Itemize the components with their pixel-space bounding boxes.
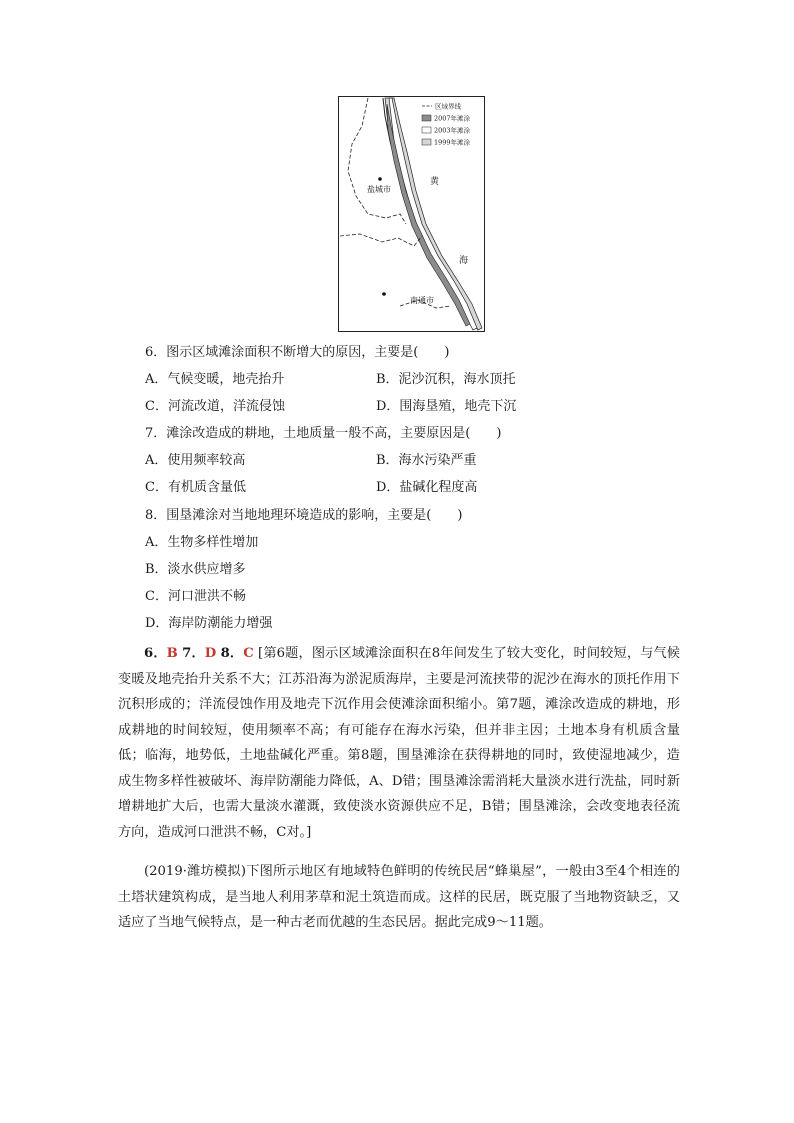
legend-2007-swatch	[422, 115, 431, 121]
q8-option-a: A．生物多样性增加	[145, 535, 259, 550]
answer-6: B	[166, 646, 178, 661]
q8-option-c: C．河口泄洪不畅	[145, 589, 246, 604]
q7-option-d: D．盐碱化程度高	[376, 480, 478, 495]
q6-stem: 6．图示区域滩涂面积不断增大的原因，主要是( )	[145, 345, 450, 360]
legend-2003-label: 2003年滩涂	[434, 126, 471, 135]
q8-stem: 8．围垦滩涂对当地地理环境造成的影响，主要是( )	[145, 508, 463, 523]
tidal-flat-map	[338, 96, 485, 332]
yancheng-dot	[378, 177, 382, 181]
answer-explanation	[118, 641, 680, 845]
answer-num-8: 8．	[220, 646, 244, 661]
q8-option-b: B．淡水供应增多	[145, 562, 246, 577]
question-9-11-intro: (2019·潍坊模拟)下图所示地区有地域特色鲜明的传统民居“蜂巢屋”，一般由3至4个相连的土塔状建筑构成，是当地人利用茅草和泥土筑造而成。这样的民居，既克服了当地物资缺乏，又适应了当地气候特点，是一种古老而优越的生态民居。据此完成9～11题。	[118, 864, 680, 930]
q6-option-c: C．河流改道，洋流侵蚀	[145, 399, 285, 414]
legend-1999-label: 1999年滩涂	[434, 138, 471, 147]
legend-1999-swatch	[422, 139, 431, 145]
sea-label-hai: 海	[459, 256, 469, 266]
q7-option-b: B．海水污染严重	[376, 453, 477, 468]
answer-8: C	[243, 646, 254, 661]
legend-2007-label: 2007年滩涂	[434, 114, 471, 123]
q6-option-a: A．气候变暖，地壳抬升	[145, 372, 285, 387]
q6-option-d: D．围海垦殖，地壳下沉	[376, 399, 517, 414]
answer-num-7: 7．	[182, 646, 205, 661]
sea-label-huang: 黄	[430, 177, 440, 187]
legend-2003-swatch	[422, 127, 431, 133]
q8-option-d: D．海岸防潮能力增强	[145, 616, 273, 631]
q7-option-a: A．使用频率较高	[145, 453, 246, 468]
answer-7: D	[204, 646, 217, 661]
q6-option-b: B．泥沙沉积，海水顶托	[376, 372, 516, 387]
q7-option-c: C．有机质含量低	[145, 480, 246, 495]
legend-boundary-label: 区域界线	[435, 102, 461, 111]
nantong-label: 南通市	[410, 296, 434, 305]
q7-stem: 7．滩涂改造成的耕地，土地质量一般不高，主要原因是( )	[145, 426, 502, 441]
answer-text: [第6题，图示区域滩涂面积在8年间发生了较大变化，时间较短，与气候变暖及地壳抬升关系不大；江苏沿海为淤泥质海岸，主要是河流挟带的泥沙在海水的顶托作用下沉积形成的；洋流侵蚀作用及地壳下沉作用会使滩涂面积缩小。第7题，滩涂改造成的耕地，形成耕地的时间较短，使用频率不高；有可能存在海水污染，但并非主因；土地本身有机质含量低；临海，地势低，土地盐碱化严重。第8题，围垦滩涂在获得耕地的同时，致使湿地减少，造成生物多样性被破坏、海岸防潮能力降低，A、D错；围垦滩涂需消耗大量淡水进行洗盐，同时新增耕地扩大后，也需大量淡水灌溉，致使淡水资源供应不足，B错；围垦滩涂，会改变地表径流方向，造成河口泄洪不畅，C对。]	[118, 646, 680, 840]
nantong-dot	[382, 292, 386, 296]
yancheng-label: 盐城市	[367, 185, 391, 194]
answer-num-6: 6．	[144, 646, 167, 661]
